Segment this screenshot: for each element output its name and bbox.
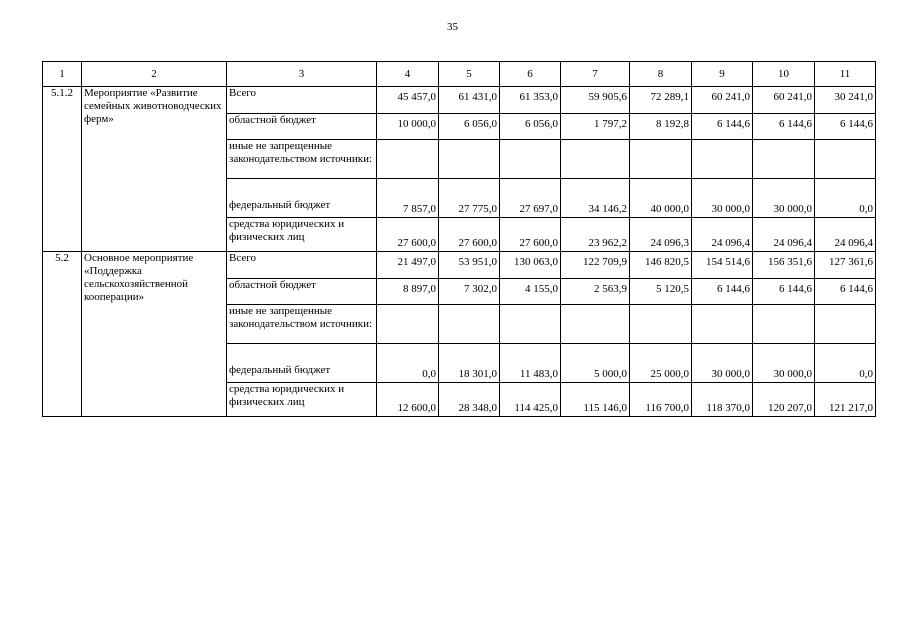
amount-cell bbox=[692, 140, 753, 179]
amount-cell: 27 600,0 bbox=[500, 218, 561, 252]
amount-cell: 59 905,6 bbox=[561, 87, 630, 114]
amount-cell: 122 709,9 bbox=[561, 252, 630, 279]
amount-cell bbox=[439, 140, 500, 179]
amount-cell bbox=[377, 305, 439, 344]
amount-cell: 24 096,3 bbox=[630, 218, 692, 252]
funding-source-cell bbox=[227, 344, 377, 383]
amount-cell: 23 962,2 bbox=[561, 218, 630, 252]
amount-cell: 5 000,0 bbox=[561, 344, 630, 383]
amount-cell: 6 144,6 bbox=[815, 279, 876, 305]
amount-cell: 1 797,2 bbox=[561, 114, 630, 140]
amount-cell: 2 563,9 bbox=[561, 279, 630, 305]
activity-code: 5.2 bbox=[43, 252, 82, 417]
amount-cell: 0,0 bbox=[815, 179, 876, 218]
amount-cell: 130 063,0 bbox=[500, 252, 561, 279]
funding-source-cell bbox=[227, 114, 377, 140]
amount-cell bbox=[630, 305, 692, 344]
amount-cell: 30 000,0 bbox=[692, 344, 753, 383]
funding-source-cell bbox=[227, 252, 377, 279]
amount-cell: 28 348,0 bbox=[439, 383, 500, 417]
funding-source-cell bbox=[227, 87, 377, 114]
amount-cell: 8 897,0 bbox=[377, 279, 439, 305]
activity-code: 5.1.2 bbox=[43, 87, 82, 252]
amount-cell bbox=[561, 140, 630, 179]
amount-cell bbox=[561, 305, 630, 344]
column-number-cell: 1 bbox=[43, 62, 82, 87]
table-row bbox=[43, 87, 876, 114]
amount-cell: 61 353,0 bbox=[500, 87, 561, 114]
amount-cell: 7 857,0 bbox=[377, 179, 439, 218]
amount-cell: 10 000,0 bbox=[377, 114, 439, 140]
amount-cell: 45 457,0 bbox=[377, 87, 439, 114]
amount-cell: 40 000,0 bbox=[630, 179, 692, 218]
amount-cell: 5 120,5 bbox=[630, 279, 692, 305]
column-number-cell: 8 bbox=[630, 62, 692, 87]
funding-source-cell bbox=[227, 383, 377, 417]
amount-cell: 156 351,6 bbox=[753, 252, 815, 279]
amount-cell: 6 144,6 bbox=[753, 279, 815, 305]
amount-cell: 11 483,0 bbox=[500, 344, 561, 383]
amount-cell: 24 096,4 bbox=[753, 218, 815, 252]
column-number-cell: 6 bbox=[500, 62, 561, 87]
amount-cell: 154 514,6 bbox=[692, 252, 753, 279]
amount-cell: 121 217,0 bbox=[815, 383, 876, 417]
amount-cell: 8 192,8 bbox=[630, 114, 692, 140]
amount-cell bbox=[815, 140, 876, 179]
column-number-row bbox=[43, 62, 876, 87]
amount-cell: 27 600,0 bbox=[377, 218, 439, 252]
amount-cell: 6 144,6 bbox=[753, 114, 815, 140]
amount-cell: 24 096,4 bbox=[692, 218, 753, 252]
funding-source-label: Всего bbox=[229, 87, 256, 99]
amount-cell: 27 600,0 bbox=[439, 218, 500, 252]
column-number-cell: 2 bbox=[82, 62, 227, 87]
amount-cell: 6 144,6 bbox=[692, 279, 753, 305]
amount-cell bbox=[439, 305, 500, 344]
amount-cell: 30 000,0 bbox=[692, 179, 753, 218]
amount-cell bbox=[815, 305, 876, 344]
funding-source-label: областной бюджет bbox=[229, 114, 316, 126]
funding-source-label: федеральный бюджет bbox=[229, 199, 331, 211]
amount-cell bbox=[500, 305, 561, 344]
amount-cell: 6 056,0 bbox=[500, 114, 561, 140]
amount-cell: 60 241,0 bbox=[753, 87, 815, 114]
funding-source-label: Всего bbox=[229, 252, 256, 264]
amount-cell: 30 241,0 bbox=[815, 87, 876, 114]
amount-cell bbox=[753, 305, 815, 344]
amount-cell: 120 207,0 bbox=[753, 383, 815, 417]
amount-cell: 127 361,6 bbox=[815, 252, 876, 279]
amount-cell: 0,0 bbox=[815, 344, 876, 383]
activity-name: Основное мероприятие «Поддержка сельскохозяйственной кооперации» bbox=[82, 252, 227, 417]
funding-source-cell bbox=[227, 279, 377, 305]
amount-cell bbox=[753, 140, 815, 179]
amount-cell: 6 144,6 bbox=[815, 114, 876, 140]
amount-cell: 30 000,0 bbox=[753, 179, 815, 218]
amount-cell: 115 146,0 bbox=[561, 383, 630, 417]
funding-source-label: федеральный бюджет bbox=[229, 364, 331, 376]
amount-cell: 7 302,0 bbox=[439, 279, 500, 305]
column-number-cell: 4 bbox=[377, 62, 439, 87]
amount-cell: 53 951,0 bbox=[439, 252, 500, 279]
column-number-cell: 10 bbox=[753, 62, 815, 87]
amount-cell bbox=[630, 140, 692, 179]
amount-cell bbox=[500, 140, 561, 179]
funding-source-label: областной бюджет bbox=[229, 279, 316, 291]
amount-cell: 24 096,4 bbox=[815, 218, 876, 252]
activity-name: Мероприятие «Развитие семейных животноводческих ферм» bbox=[82, 87, 227, 252]
page-number: 35 bbox=[447, 21, 458, 33]
amount-cell: 72 289,1 bbox=[630, 87, 692, 114]
funding-source-label: средства юридических и физических лиц bbox=[229, 383, 345, 408]
amount-cell: 146 820,5 bbox=[630, 252, 692, 279]
amount-cell: 25 000,0 bbox=[630, 344, 692, 383]
amount-cell: 34 146,2 bbox=[561, 179, 630, 218]
table-row bbox=[43, 252, 876, 279]
amount-cell: 6 144,6 bbox=[692, 114, 753, 140]
amount-cell: 60 241,0 bbox=[692, 87, 753, 114]
funding-source-cell bbox=[227, 305, 377, 344]
funding-source-label: иные не запрещенные законодательством источники: bbox=[229, 305, 373, 330]
amount-cell: 27 775,0 bbox=[439, 179, 500, 218]
amount-cell: 18 301,0 bbox=[439, 344, 500, 383]
funding-source-cell bbox=[227, 179, 377, 218]
amount-cell: 61 431,0 bbox=[439, 87, 500, 114]
amount-cell: 116 700,0 bbox=[630, 383, 692, 417]
budget-table bbox=[42, 61, 876, 417]
amount-cell: 27 697,0 bbox=[500, 179, 561, 218]
amount-cell: 4 155,0 bbox=[500, 279, 561, 305]
amount-cell bbox=[692, 305, 753, 344]
column-number-cell: 11 bbox=[815, 62, 876, 87]
amount-cell: 6 056,0 bbox=[439, 114, 500, 140]
amount-cell: 30 000,0 bbox=[753, 344, 815, 383]
column-number-cell: 7 bbox=[561, 62, 630, 87]
amount-cell: 0,0 bbox=[377, 344, 439, 383]
amount-cell: 21 497,0 bbox=[377, 252, 439, 279]
funding-source-cell bbox=[227, 140, 377, 179]
amount-cell bbox=[377, 140, 439, 179]
amount-cell: 118 370,0 bbox=[692, 383, 753, 417]
amount-cell: 114 425,0 bbox=[500, 383, 561, 417]
funding-source-label: средства юридических и физических лиц bbox=[229, 218, 345, 243]
funding-source-label: иные не запрещенные законодательством источники: bbox=[229, 140, 373, 165]
column-number-cell: 5 bbox=[439, 62, 500, 87]
column-number-cell: 9 bbox=[692, 62, 753, 87]
funding-source-cell bbox=[227, 218, 377, 252]
amount-cell: 12 600,0 bbox=[377, 383, 439, 417]
column-number-cell: 3 bbox=[227, 62, 377, 87]
